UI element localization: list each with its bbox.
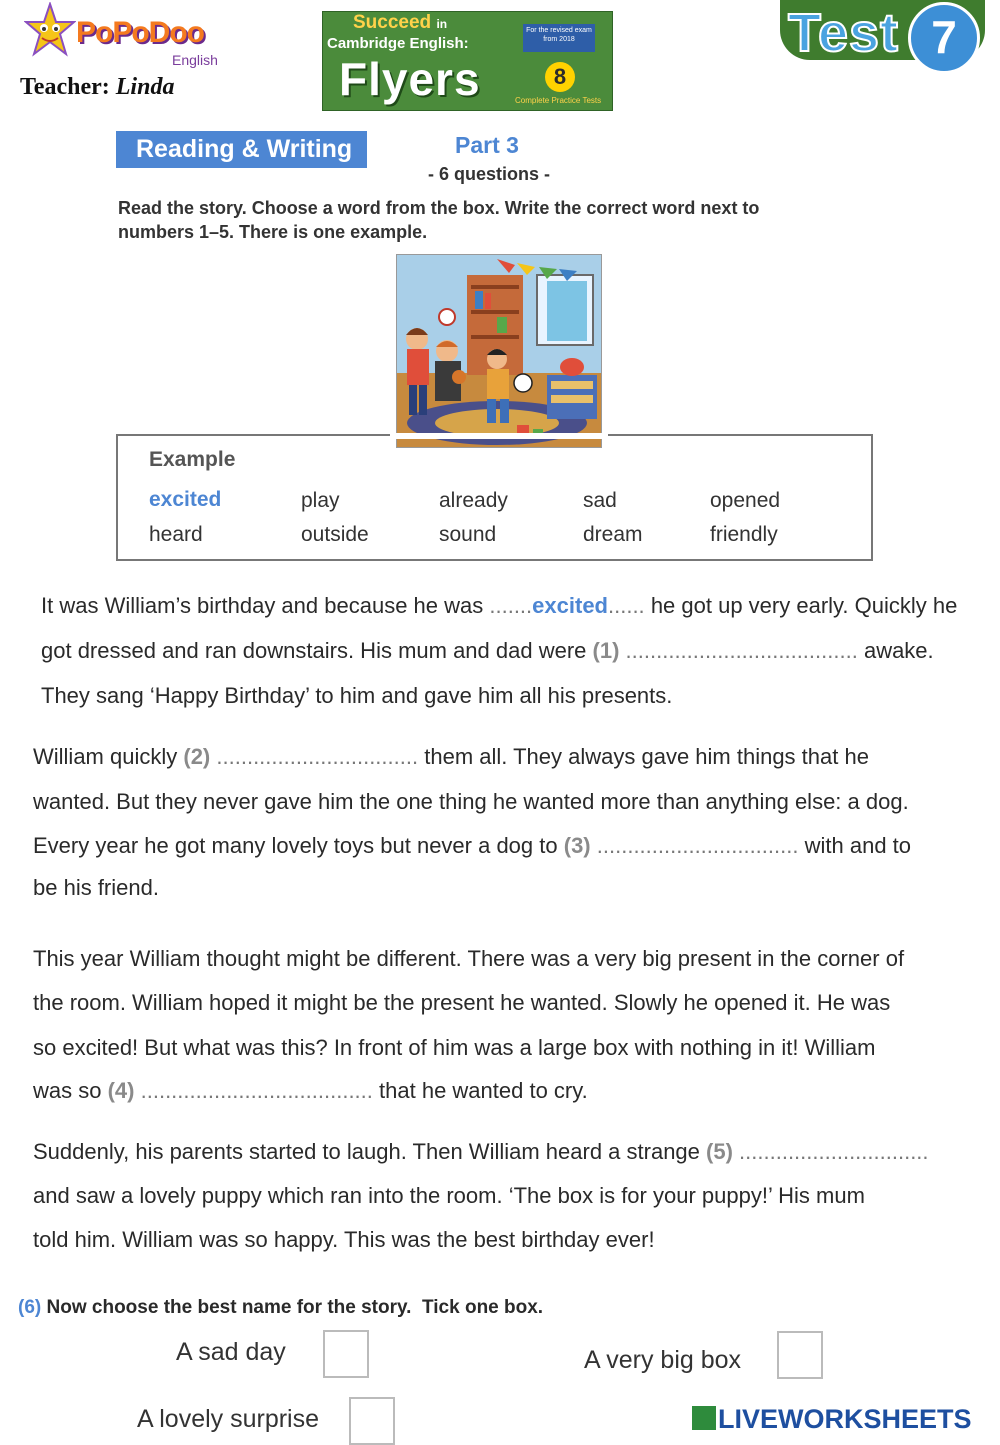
word-option: opened — [710, 489, 781, 512]
answer-blank-4[interactable]: ...................................... — [140, 1078, 373, 1103]
question-number: (5) — [706, 1139, 733, 1164]
tick-box-sad-day[interactable] — [323, 1330, 369, 1378]
story-line: was so (4) ...................................... that he wanted to cry. — [33, 1078, 588, 1103]
word-option: friendly — [710, 523, 778, 546]
answer-blank-1[interactable]: ...................................... — [625, 638, 858, 663]
word-option: play — [301, 489, 340, 512]
story-line: William quickly (2) ................................. them all. They always gave him things that he — [33, 744, 869, 769]
example-label: Example — [149, 448, 236, 471]
example-answer: excited — [532, 593, 608, 618]
story-line: so excited! But what was this? In front of him was a large box with nothing in it! William — [33, 1035, 876, 1060]
popodoo-logo — [24, 2, 224, 74]
question-count: - 6 questions - — [428, 164, 551, 184]
teacher-name: Linda — [115, 74, 175, 100]
story-line: the room. William hoped it might be the present he wanted. Slowly he opened it. He was — [33, 990, 891, 1015]
teacher-label: Teacher: — [20, 74, 110, 100]
book-cambridge: Cambridge English: — [327, 35, 469, 52]
test-number: 7 — [908, 2, 980, 74]
liveworksheets-icon — [692, 1406, 716, 1430]
word-option: already — [439, 489, 508, 512]
story-line: be his friend. — [33, 875, 159, 900]
logo-sub: English — [172, 52, 218, 68]
question-number: (3) — [563, 833, 591, 858]
book-cover-banner — [322, 11, 613, 111]
answer-blank-3[interactable]: ................................. — [596, 833, 799, 858]
question-6-prompt: (6) Now choose the best name for the story. Tick one box. — [18, 1297, 544, 1318]
story-line: got dressed and ran downstairs. His mum and dad were (1) ...................................... awake. — [41, 638, 934, 663]
word-option: dream — [583, 523, 643, 546]
question-number: (1) — [592, 638, 620, 663]
test-number-badge — [780, 0, 985, 72]
option-label: A very big box — [584, 1346, 742, 1374]
word-option: sad — [583, 489, 617, 512]
word-option: outside — [301, 523, 369, 546]
question-number: (4) — [107, 1078, 135, 1103]
story-illustration — [396, 254, 602, 448]
book-number-badge: 8 — [545, 62, 575, 92]
story-line: and saw a lovely puppy which ran into the room. ‘The box is for your puppy!’ His mum — [33, 1183, 865, 1208]
word-box-gap — [390, 433, 608, 439]
book-revised-badge: For the revised exam from 2018 — [523, 24, 595, 52]
test-word: Test — [788, 3, 900, 63]
logo-wordmark: PoPoDoo — [76, 16, 204, 49]
part-label: Part 3 — [455, 132, 519, 158]
option-label: A sad day — [176, 1338, 286, 1366]
star-mascot-icon — [24, 2, 76, 64]
section-title: Reading & Writing — [116, 131, 367, 168]
story-line: They sang ‘Happy Birthday’ to him and gave him all his presents. — [41, 683, 673, 708]
story-line: told him. William was so happy. This was the best birthday ever! — [33, 1227, 655, 1252]
liveworksheets-watermark: LIVEWORKSHEETS — [692, 1404, 972, 1435]
instructions: Read the story. Choose a word from the box. Write the correct word next to numbers 1–5. There is one example. — [118, 198, 760, 242]
story-line: It was William’s birthday and because he was .......excited...... he got up very early. Quickly he — [41, 593, 958, 618]
tick-box-lovely-surprise[interactable] — [349, 1397, 395, 1445]
question-number: (2) — [183, 744, 211, 769]
answer-blank-2[interactable]: ................................. — [216, 744, 419, 769]
story-line: Suddenly, his parents started to laugh. Then William heard a strange (5) ............................... — [33, 1139, 929, 1164]
story-line: This year William thought might be different. There was a very big present in the corner of — [33, 946, 905, 971]
teacher-line — [20, 74, 174, 101]
story-line: Every year he got many lovely toys but never a dog to (3) ................................. with and to — [33, 833, 912, 858]
option-label: A lovely surprise — [137, 1405, 320, 1433]
tick-box-big-box[interactable] — [777, 1331, 823, 1379]
story-line: wanted. But they never gave him the one thing he wanted more than anything else: a dog. — [33, 789, 909, 814]
word-option: heard — [149, 523, 203, 546]
book-complete: Complete Practice Tests — [515, 96, 602, 105]
word-box — [116, 434, 873, 561]
word-example: excited — [149, 488, 222, 511]
answer-blank-5[interactable]: ............................... — [739, 1139, 929, 1164]
word-option: sound — [439, 523, 497, 546]
book-succeed: Succeed in — [353, 12, 448, 33]
book-flyers: Flyers — [339, 53, 481, 105]
